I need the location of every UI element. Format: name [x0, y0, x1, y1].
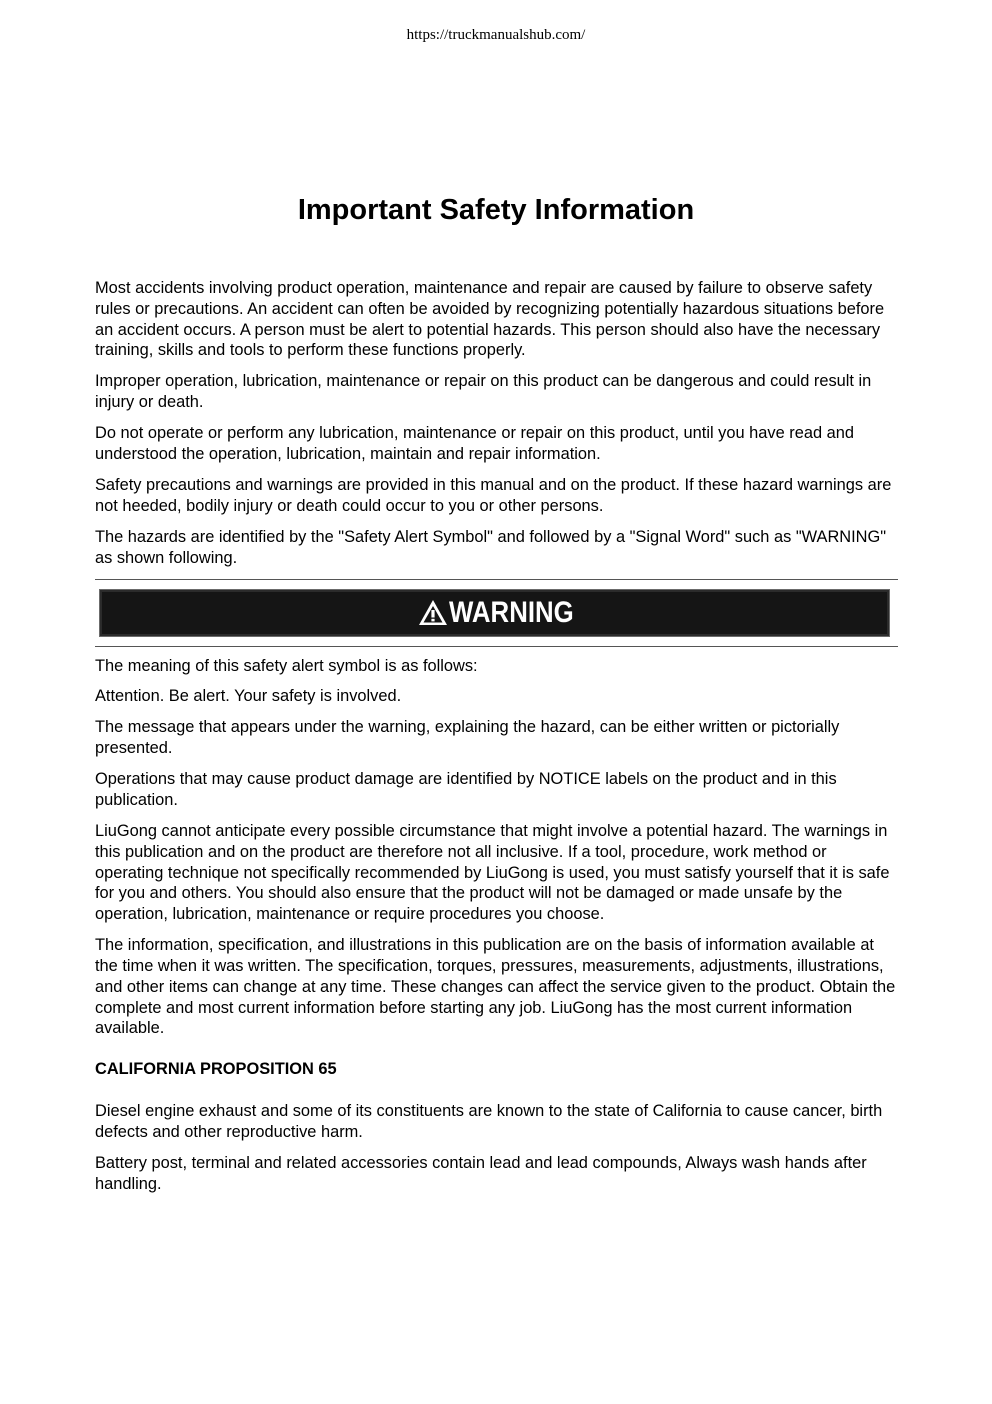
- body-paragraph-5: LiuGong cannot anticipate every possible circumstance that might involve a potential hazard. The warnings in this publication and on the product are therefore not all inclusive. If a tool, procedure, work method or operating technique not specifically recommended by LiuGong is used, you must satisfy yourself that it is safe for you and others. You should also ensure that the product will not be damaged or made unsafe by the operation, lubrication, maintenance or require procedures you choose.: [95, 822, 890, 924]
- page-title: Important Safety Information: [297, 194, 695, 226]
- body-paragraph-6: The information, specification, and illustrations in this publication are on the basis of information available at the time when it was written. The specification, torques, pressures, measurements, adjustments, illustrations, and other items can change at any time. These changes can affect the service given to the product. Obtain the complete and most current information before starting any job. LiuGong has the most current information available.: [95, 936, 896, 1038]
- body-paragraph-4: Operations that may cause product damage are identified by NOTICE labels on the product and in this publication.: [95, 770, 837, 810]
- warning-block: [95, 579, 898, 647]
- intro-paragraph-4: Safety precautions and warnings are provided in this manual and on the product. If these hazard warnings are not heeded, bodily injury or death could occur to you or other persons.: [95, 475, 892, 515]
- intro-paragraph-3: Do not operate or perform any lubrication, maintenance or repair on this product, until you have read and understood the operation, lubrication, maintain and repair information.: [95, 424, 854, 463]
- page-content: [95, 278, 898, 1205]
- body-paragraph-3: The message that appears under the warning, explaining the hazard, can be either written or pictorially presented.: [95, 718, 840, 758]
- warning-banner-content: [418, 596, 572, 630]
- body-paragraph-2: Attention. Be alert. Your safety is involved.: [95, 687, 402, 706]
- warning-label: WARNING: [448, 595, 574, 629]
- header-url[interactable]: https://truckmanualshub.com/: [406, 27, 586, 43]
- intro-paragraph-2: Improper operation, lubrication, maintenance or repair on this product can be dangerous and could result in injury or death.: [95, 372, 872, 412]
- safety-alert-triangle-icon: [418, 599, 448, 626]
- california-heading: CALIFORNIA PROPOSITION 65: [95, 1060, 337, 1079]
- california-paragraph-1: Diesel engine exhaust and some of its constituents are known to the state of California to cause cancer, birth defects and other reproductive harm.: [95, 1101, 883, 1141]
- body-paragraph-1: The meaning of this safety alert symbol is as follows:: [95, 656, 478, 675]
- california-paragraph-2: Battery post, terminal and related accessories contain lead and lead compounds, Always wash hands after handling.: [95, 1153, 867, 1193]
- intro-paragraph-5: The hazards are identified by the "Safety Alert Symbol" and followed by a "Signal Word" such as "WARNING" as shown following.: [95, 527, 887, 567]
- intro-paragraph-1: Most accidents involving product operation, maintenance and repair are caused by failure to observe safety rules or precautions. An accident can often be avoided by recognizing potentially hazardous situations before an accident occurs. A person must be alert to potential hazards. This person should also have the necessary training, skills and tools to perform these functions properly.: [95, 279, 885, 360]
- warning-banner: [99, 589, 890, 637]
